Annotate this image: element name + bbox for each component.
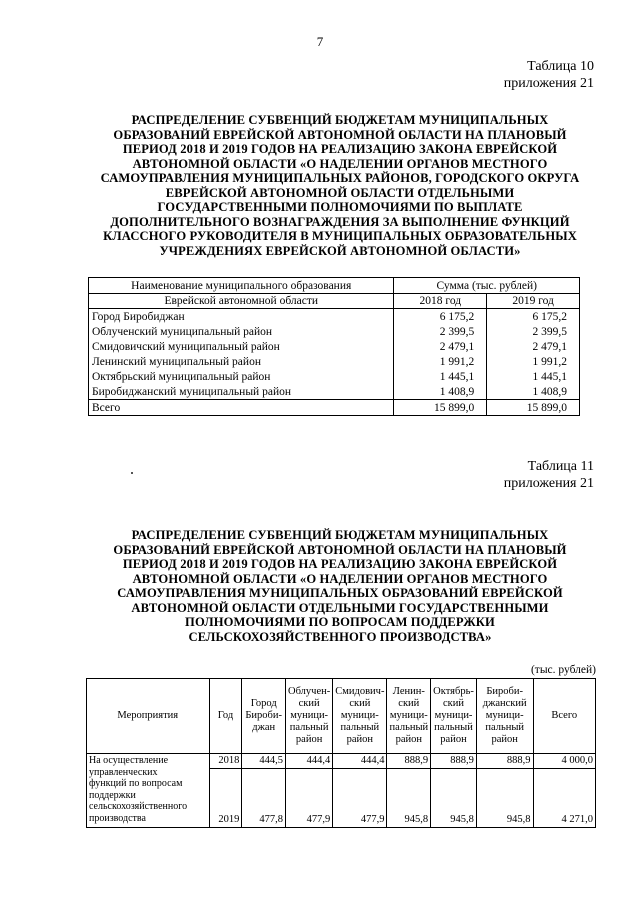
table-row <box>89 354 580 369</box>
header-lenin: Ленин- ский муници- пальный район <box>387 679 431 754</box>
value-2018: 6 175,2 <box>394 309 487 325</box>
value-cell: 477,8 <box>242 769 286 828</box>
table-row <box>89 384 580 400</box>
measure-description: На осуществление управленческих функций по вопросам поддержки сельскохозяйственного производства <box>87 754 210 828</box>
heading-line: АВТОНОМНОЙ ОБЛАСТИ «О НАДЕЛЕНИИ ОРГАНОВ МЕСТНОГО <box>132 156 548 171</box>
table10-caption-title: Таблица 10 <box>527 59 594 74</box>
heading-line: ОБРАЗОВАНИЙ ЕВРЕЙСКОЙ АВТОНОМНОЙ ОБЛАСТИ НА ПЛАНОВЫЙ <box>113 127 567 142</box>
header-smidovich: Смидович- ский муници- пальный район <box>333 679 387 754</box>
value-2019: 1 991,2 <box>487 354 580 369</box>
table-row <box>89 309 580 325</box>
table11-caption <box>504 458 594 492</box>
table-row <box>89 339 580 354</box>
heading-line: ДОПОЛНИТЕЛЬНОГО ВОЗНАГРАЖДЕНИЯ ЗА ВЫПОЛНЕНИЕ ФУНКЦИЙ <box>110 214 570 229</box>
table10-caption <box>504 58 594 92</box>
heading-line: СЕЛЬСКОХОЗЯЙСТВЕННОГО ПРОИЗВОДСТВА» <box>188 629 492 644</box>
municipality-name: Смидовичский муниципальный район <box>89 339 394 354</box>
value-cell: 888,9 <box>387 754 431 769</box>
municipality-name: Город Биробиджан <box>89 309 394 325</box>
table10-header-2018: 2018 год <box>394 294 487 309</box>
value-2019: 2 479,1 <box>487 339 580 354</box>
table-row <box>89 369 580 384</box>
header-total: Всего <box>533 679 596 754</box>
value-cell: 945,8 <box>431 769 477 828</box>
value-cell: 444,4 <box>286 754 333 769</box>
year-cell: 2019 <box>209 769 242 828</box>
value-2019: 2 399,5 <box>487 324 580 339</box>
heading-line: РАСПРЕДЕЛЕНИЕ СУБВЕНЦИЙ БЮДЖЕТАМ МУНИЦИПАЛЬНЫХ <box>131 113 549 127</box>
header-birobidzhan: Город Бироби- джан <box>242 679 286 754</box>
table11-caption-title: Таблица 11 <box>527 459 594 474</box>
municipality-name: Октябрьский муниципальный район <box>89 369 394 384</box>
header-birobidzhan-district: Бироби- джанский муници- пальный район <box>476 679 533 754</box>
total-2019: 15 899,0 <box>487 400 580 416</box>
table11-units: (тыс. рублей) <box>530 664 596 676</box>
heading-line: КЛАССНОГО РУКОВОДИТЕЛЯ В МУНИЦИПАЛЬНЫХ ОБРАЗОВАТЕЛЬНЫХ <box>103 229 577 243</box>
heading-line: ОБРАЗОВАНИЙ ЕВРЕЙСКОЙ АВТОНОМНОЙ ОБЛАСТИ НА ПЛАНОВЫЙ <box>113 542 567 557</box>
table10-header-name-line1: Наименование муниципального образования <box>89 278 394 294</box>
year-cell: 2018 <box>209 754 242 769</box>
heading-line: ГОСУДАРСТВЕННЫМИ ПОЛНОМОЧИЯМИ ПО ВЫПЛАТЕ <box>157 200 523 214</box>
value-cell: 888,9 <box>431 754 477 769</box>
scan-speck <box>131 472 133 474</box>
total-row <box>89 400 580 416</box>
municipality-name: Облученский муниципальный район <box>89 324 394 339</box>
heading-line: ПЕРИОД 2018 И 2019 ГОДОВ НА РЕАЛИЗАЦИЮ ЗАКОНА ЕВРЕЙСКОЙ <box>122 142 558 156</box>
table10-header-2019: 2019 год <box>487 294 580 309</box>
table11-heading <box>60 528 620 644</box>
heading-line: РАСПРЕДЕЛЕНИЕ СУБВЕНЦИЙ БЮДЖЕТАМ МУНИЦИПАЛЬНЫХ <box>131 528 549 542</box>
value-2018: 2 479,1 <box>394 339 487 354</box>
table10-header-sum: Сумма (тыс. рублей) <box>394 278 580 294</box>
value-2019: 1 408,9 <box>487 384 580 400</box>
heading-line: САМОУПРАВЛЕНИЯ МУНИЦИПАЛЬНЫХ ОБРАЗОВАНИЙ ЕВРЕЙСКОЙ <box>117 586 563 600</box>
value-2018: 1 445,1 <box>394 369 487 384</box>
table10-heading <box>60 113 620 258</box>
municipality-name: Биробиджанский муниципальный район <box>89 384 394 400</box>
page-number: 7 <box>316 34 324 49</box>
heading-line: ПЕРИОД 2018 И 2019 ГОДОВ НА РЕАЛИЗАЦИЮ ЗАКОНА ЕВРЕЙСКОЙ <box>122 557 558 571</box>
table-row <box>89 324 580 339</box>
value-2018: 2 399,5 <box>394 324 487 339</box>
heading-line: УЧРЕЖДЕНИЯХ ЕВРЕЙСКОЙ АВТОНОМНОЙ ОБЛАСТИ» <box>159 243 521 258</box>
municipality-name: Ленинский муниципальный район <box>89 354 394 369</box>
value-2018: 1 408,9 <box>394 384 487 400</box>
header-year: Год <box>209 679 242 754</box>
header-oktyabr: Октябрь- ский муници- пальный район <box>431 679 477 754</box>
table10-caption-appendix: приложения 21 <box>503 76 594 91</box>
table-row <box>87 754 596 769</box>
value-2019: 6 175,2 <box>487 309 580 325</box>
value-cell: 945,8 <box>387 769 431 828</box>
value-cell: 444,5 <box>242 754 286 769</box>
total-cell: 4 271,0 <box>533 769 596 828</box>
value-cell: 945,8 <box>476 769 533 828</box>
table10-header-name-line2: Еврейской автономной области <box>89 294 394 309</box>
value-cell: 888,9 <box>476 754 533 769</box>
value-cell: 477,9 <box>333 769 387 828</box>
total-cell: 4 000,0 <box>533 754 596 769</box>
heading-line: АВТОНОМНОЙ ОБЛАСТИ ОТДЕЛЬНЫМИ ГОСУДАРСТВЕННЫМИ <box>131 600 549 615</box>
value-2018: 1 991,2 <box>394 354 487 369</box>
header-obluchye: Облучен- ский муници- пальный район <box>286 679 333 754</box>
table11 <box>86 678 596 828</box>
value-cell: 477,9 <box>286 769 333 828</box>
table10 <box>88 277 580 416</box>
table11-caption-appendix: приложения 21 <box>503 476 594 491</box>
heading-line: САМОУПРАВЛЕНИЯ МУНИЦИПАЛЬНЫХ РАЙОНОВ, ГОРОДСКОГО ОКРУГА <box>100 171 580 185</box>
heading-line: ЕВРЕЙСКОЙ АВТОНОМНОЙ ОБЛАСТИ ОТДЕЛЬНЫМИ <box>165 185 515 200</box>
total-2018: 15 899,0 <box>394 400 487 416</box>
heading-line: ПОЛНОМОЧИЯМИ ПО ВОПРОСАМ ПОДДЕРЖКИ <box>185 615 495 629</box>
header-measure: Мероприятия <box>87 679 210 754</box>
value-cell: 444,4 <box>333 754 387 769</box>
total-label: Всего <box>89 400 394 416</box>
value-2019: 1 445,1 <box>487 369 580 384</box>
heading-line: АВТОНОМНОЙ ОБЛАСТИ «О НАДЕЛЕНИИ ОРГАНОВ МЕСТНОГО <box>132 571 548 586</box>
